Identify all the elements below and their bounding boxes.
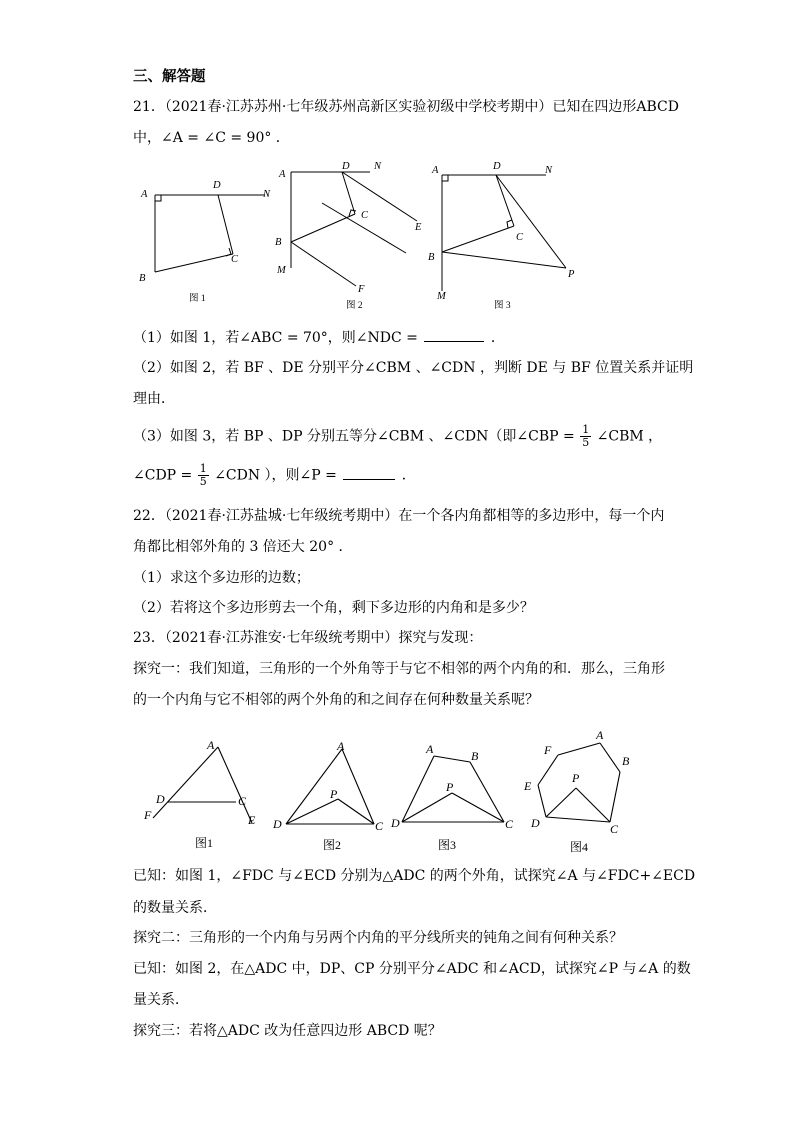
q22-stem-line1: 22．（2021春·江苏盐城·七年级统考期中）在一个各内角都相等的多边形中，每一个内	[133, 508, 665, 524]
fig2-label-D: D	[342, 161, 350, 172]
fig2-label-B: B	[275, 237, 282, 248]
q21-stem-line1: 21．（2021春·江苏苏州·七年级苏州高新区实验初级中学校考期中）已知在四边形ABCD	[133, 99, 679, 115]
q23-fig3-label-C: C	[505, 817, 514, 831]
q23-fig1-label-D: D	[156, 792, 165, 806]
q21-sub3-mid: ∠CBM ，	[596, 428, 663, 445]
q23-known1-line2: 的数量关系．	[133, 900, 217, 916]
fig1-label-B: B	[139, 273, 146, 284]
fig3-label-A: A	[432, 165, 439, 176]
q23-fig3-label-A: A	[426, 742, 434, 756]
fraction-one-fifth	[580, 424, 591, 449]
fig2-label-M: M	[277, 265, 286, 276]
q23-fig4-caption: 图4	[570, 840, 589, 854]
q23-explore3: 探究三：若将△ADC 改为任意四边形 ABCD 呢？	[133, 1023, 442, 1039]
q21-sub3-line2-pre: ∠CDP =	[133, 467, 193, 484]
q21-stem-line2: 中，∠A = ∠C = 90° ．	[133, 130, 290, 146]
q23-fig1-caption: 图1	[195, 836, 214, 850]
fig3-label-N: N	[545, 165, 553, 176]
q23-fig2-label-C: C	[375, 819, 384, 833]
q21-sub3-line2-mid: ∠CDN ），则∠P =	[214, 467, 337, 484]
q23-fig2-label-D: D	[273, 817, 282, 831]
q23-fig1-label-F: F	[144, 808, 152, 822]
q22-stem-line2: 角都比相邻外角的 3 倍还大 20° ．	[133, 539, 353, 555]
q21-sub3-text: （3）如图 3，若 BP 、DP 分别五等分∠CBM 、∠CDN（即∠CBP =	[133, 428, 575, 445]
q21-sub3-line1	[133, 424, 662, 449]
q23-known2-line2: 量关系．	[133, 992, 189, 1008]
q21-figure-3	[428, 158, 588, 311]
fig1-label-A: A	[141, 189, 148, 200]
q21-sub3-line2-end: ．	[401, 467, 416, 484]
q21-figure-1	[135, 170, 285, 310]
fraction-one-fifth-2	[198, 463, 209, 488]
q21-sub1-end: ．	[490, 330, 505, 346]
q23-figure-2	[270, 735, 390, 865]
fig3-label-C: C	[516, 232, 524, 243]
q23-fig3-caption: 图3	[438, 838, 457, 852]
fig1-caption: 图 1	[189, 294, 206, 304]
q23-fig2-caption: 图2	[323, 838, 342, 852]
q21-sub2-line1: （2）如图 2，若 BF 、DE 分别平分∠CBM 、∠CDN ，判断 DE 与 BF 位置关系并证明	[133, 360, 694, 376]
fig3-label-D: D	[493, 161, 501, 172]
fig2-label-N: N	[374, 161, 382, 172]
q23-figure-1	[140, 735, 270, 865]
fig3-label-P: P	[568, 269, 575, 280]
q23-fig4-label-P: P	[572, 771, 580, 785]
q23-explore1-line2: 的一个内角与它不相邻的两个外角的和之间存在何种数量关系呢？	[133, 692, 539, 708]
q21-sub1-answer-blank[interactable]	[424, 327, 484, 342]
q23-fig4-label-C: C	[610, 822, 619, 836]
q21-figure-2	[272, 158, 432, 311]
fig3-label-M: M	[437, 291, 446, 302]
q21-sub3-answer-blank[interactable]	[343, 465, 395, 480]
q23-explore2: 探究二：三角形的一个内角与另两个内角的平分线所夹的钝角之间有何种关系？	[133, 930, 623, 946]
q23-fig4-label-B: B	[622, 754, 630, 768]
q21-sub1	[133, 327, 505, 348]
q23-fig1-label-C: C	[238, 794, 247, 808]
q23-fig4-label-F: F	[544, 743, 552, 757]
fig3-label-B: B	[428, 252, 435, 263]
section-title: 三、解答题	[133, 68, 206, 85]
q23-fig4-label-A: A	[596, 728, 604, 742]
q23-stem-line1: 23．（2021春·江苏淮安·七年级统考期中）探究与发现：	[133, 630, 483, 646]
fig3-caption: 图 3	[494, 301, 511, 311]
q23-fig1-label-E: E	[248, 813, 256, 827]
q22-sub2: （2）若将这个多边形剪去一个角，剩下多边形的内角和是多少？	[133, 600, 534, 616]
q23-fig4-label-D: D	[531, 816, 540, 830]
fraction-denominator: 5	[199, 475, 207, 488]
fig2-label-E: E	[415, 222, 422, 233]
q23-fig2-label-A: A	[337, 739, 345, 753]
q21-sub1-text: （1）如图 1，若∠ABC = 70°，则∠NDC =	[133, 330, 418, 346]
fig2-label-F: F	[358, 284, 365, 295]
q23-known2-line1: 已知：如图 2，在△ADC 中，DP、CP 分别平分∠ADC 和∠ACD，试探究∠P 与∠A 的数	[133, 961, 691, 977]
q23-fig2-label-P: P	[330, 787, 338, 801]
q23-fig3-label-D: D	[391, 816, 400, 830]
fig2-label-A: A	[279, 169, 286, 180]
fraction-numerator: 1	[199, 462, 207, 475]
fig1-label-C: C	[231, 254, 239, 265]
q23-fig3-label-P: P	[446, 780, 454, 794]
q23-fig3-label-B: B	[471, 749, 479, 763]
fig2-caption: 图 2	[346, 301, 363, 311]
fig1-label-D: D	[213, 180, 221, 191]
fig2-label-C: C	[361, 210, 369, 221]
q23-known1-line1: 已知：如图 1，∠FDC 与∠ECD 分别为△ADC 的两个外角，试探究∠A 与∠FDC+∠ECD	[133, 868, 696, 884]
q23-figure-3	[390, 735, 520, 865]
q22-sub1: （1）求这个多边形的边数；	[133, 570, 310, 586]
q23-explore1-line1: 探究一：我们知道，三角形的一个外角等于与它不相邻的两个内角的和．那么，三角形	[133, 661, 665, 677]
fraction-numerator: 1	[582, 423, 590, 436]
fraction-denominator: 5	[582, 436, 590, 449]
q23-fig4-label-E: E	[524, 779, 532, 793]
q21-sub2-line2: 理由．	[133, 391, 175, 407]
q23-fig1-label-A: A	[207, 738, 215, 752]
q21-sub3-line2	[133, 463, 416, 488]
fig1-label-N: N	[263, 189, 271, 200]
q23-figure-4	[518, 725, 648, 855]
